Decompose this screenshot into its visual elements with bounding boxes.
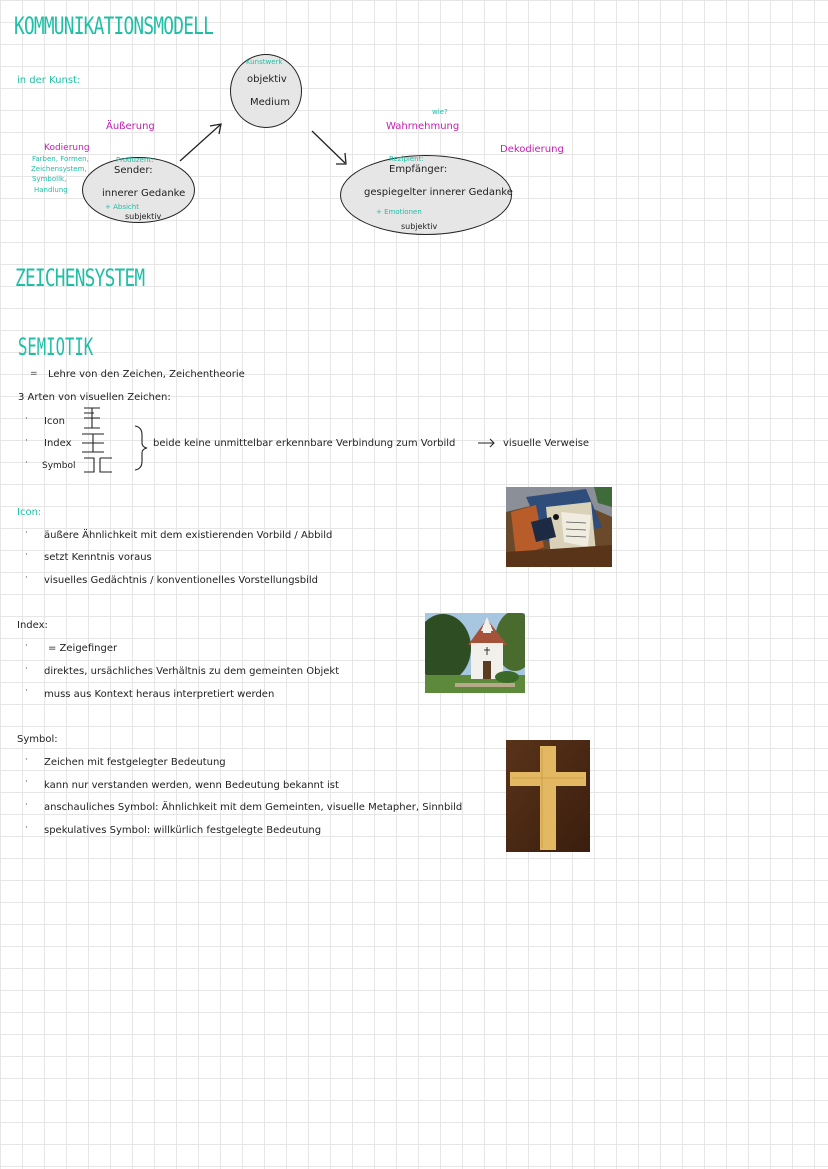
kodierung-item-2: Zeichensystem,	[31, 165, 87, 173]
index-glyph-icon	[82, 434, 104, 452]
symbol-item-4: spekulatives Symbol: willkürlich festgelegte Bedeutung	[44, 825, 322, 836]
index-chapel-image	[425, 613, 525, 693]
icon-bullet-1: ·	[25, 528, 28, 538]
aeusserung-label: Äußerung	[106, 121, 155, 132]
kodierung-item-4: Handlung	[34, 186, 68, 194]
sender-title: Sender:	[114, 165, 153, 176]
wahrnehmung-label: Wahrnehmung	[386, 121, 460, 132]
icon-section-title: Icon:	[17, 507, 42, 518]
icon-glyph-icon	[84, 408, 100, 428]
medium-tag: Kunstwerk	[246, 58, 283, 66]
in-der-kunst-label: in der Kunst:	[17, 75, 81, 86]
symbol-bullet-4: ·	[25, 823, 28, 833]
icon-bullet-2: ·	[25, 550, 28, 560]
zeichen-glyphs	[80, 406, 120, 472]
symbol-section-title: Symbol:	[17, 734, 58, 745]
arrow-to-medium	[180, 125, 220, 161]
symbol-bullet-2: ·	[25, 777, 28, 787]
icon-item-1: äußere Ähnlichkeit mit dem existierenden Vorbild / Abbild	[44, 530, 333, 541]
index-section-title: Index:	[17, 620, 48, 631]
index-item-2: direktes, ursächliches Verhältnis zu dem gemeinten Objekt	[44, 666, 340, 677]
symbol-cross-image	[506, 740, 590, 852]
empfaenger-bottom: subjektiv	[401, 222, 438, 231]
sender-bottom: subjektiv	[125, 212, 162, 221]
medium-line2: Medium	[250, 97, 290, 108]
brace-text: beide keine unmittelbar erkennbare Verbindung zum Vorbild	[153, 438, 456, 449]
arten-index: Index	[44, 438, 72, 449]
symbol-item-2: kann nur verstanden werden, wenn Bedeutung bekannt ist	[44, 780, 339, 791]
dekodierung-label: Dekodierung	[500, 144, 564, 155]
icon-item-2: setzt Kenntnis voraus	[44, 552, 152, 563]
arrow-to-empfaenger	[312, 131, 345, 163]
symbol-bullet-3: ·	[25, 800, 28, 810]
sender-extra: + Absicht	[105, 203, 139, 211]
arten-symbol: Symbol	[42, 461, 76, 471]
index-item-1: = Zeigefinger	[48, 643, 118, 654]
wie-label: wie?	[432, 108, 448, 116]
symbol-item-1: Zeichen mit festgelegter Bedeutung	[44, 757, 226, 768]
index-bullet-2: ·	[25, 664, 28, 674]
semiotik-def: Lehre von den Zeichen, Zeichentheorie	[48, 369, 245, 380]
icon-bullet-3: ·	[25, 573, 28, 583]
icon-item-3: visuelles Gedächtnis / konventionelles Vorstellungsbild	[44, 575, 319, 586]
arten-bullet-3: ·	[25, 458, 28, 468]
right-arrow-icon	[477, 438, 497, 448]
index-bullet-1: ·	[25, 641, 28, 651]
empfaenger-tag: Rezipient:	[389, 155, 424, 163]
arten-title: 3 Arten von visuellen Zeichen:	[18, 392, 171, 403]
medium-line1: objektiv	[247, 74, 287, 85]
zeichensystem-title: ZEICHENSYSTEM	[15, 264, 145, 292]
semiotik-title: SEMIOTIK	[18, 333, 94, 361]
arten-icon: Icon	[44, 416, 65, 427]
diagram-arrows	[0, 0, 828, 300]
arten-bullet-1: ·	[25, 414, 28, 424]
symbol-glyph-icon	[84, 458, 112, 472]
sender-tag: Produzent:	[116, 156, 154, 164]
brace-icon	[132, 425, 150, 471]
kodierung-item-3: Symbolik,	[32, 175, 67, 183]
empfaenger-title: Empfänger:	[389, 164, 448, 175]
index-item-3: muss aus Kontext heraus interpretiert werden	[44, 689, 275, 700]
kodierung-label: Kodierung	[44, 143, 90, 153]
page-title: KOMMUNIKATIONSMODELL	[14, 12, 214, 40]
symbol-item-3: anschauliches Symbol: Ähnlichkeit mit dem Gemeinten, visuelle Metapher, Sinnbild	[44, 802, 463, 813]
empfaenger-line: gespiegelter innerer Gedanke	[364, 187, 513, 198]
semiotik-bullet: =	[30, 369, 38, 379]
sender-line: innerer Gedanke	[102, 188, 186, 199]
empfaenger-extra: + Emotionen	[376, 208, 422, 216]
kodierung-item-1: Farben, Formen,	[32, 155, 89, 163]
arten-bullet-2: ·	[25, 436, 28, 446]
icon-painting-image	[506, 487, 612, 567]
index-bullet-3: ·	[25, 686, 28, 696]
symbol-bullet-1: ·	[25, 755, 28, 765]
arrow-text: visuelle Verweise	[503, 438, 590, 449]
